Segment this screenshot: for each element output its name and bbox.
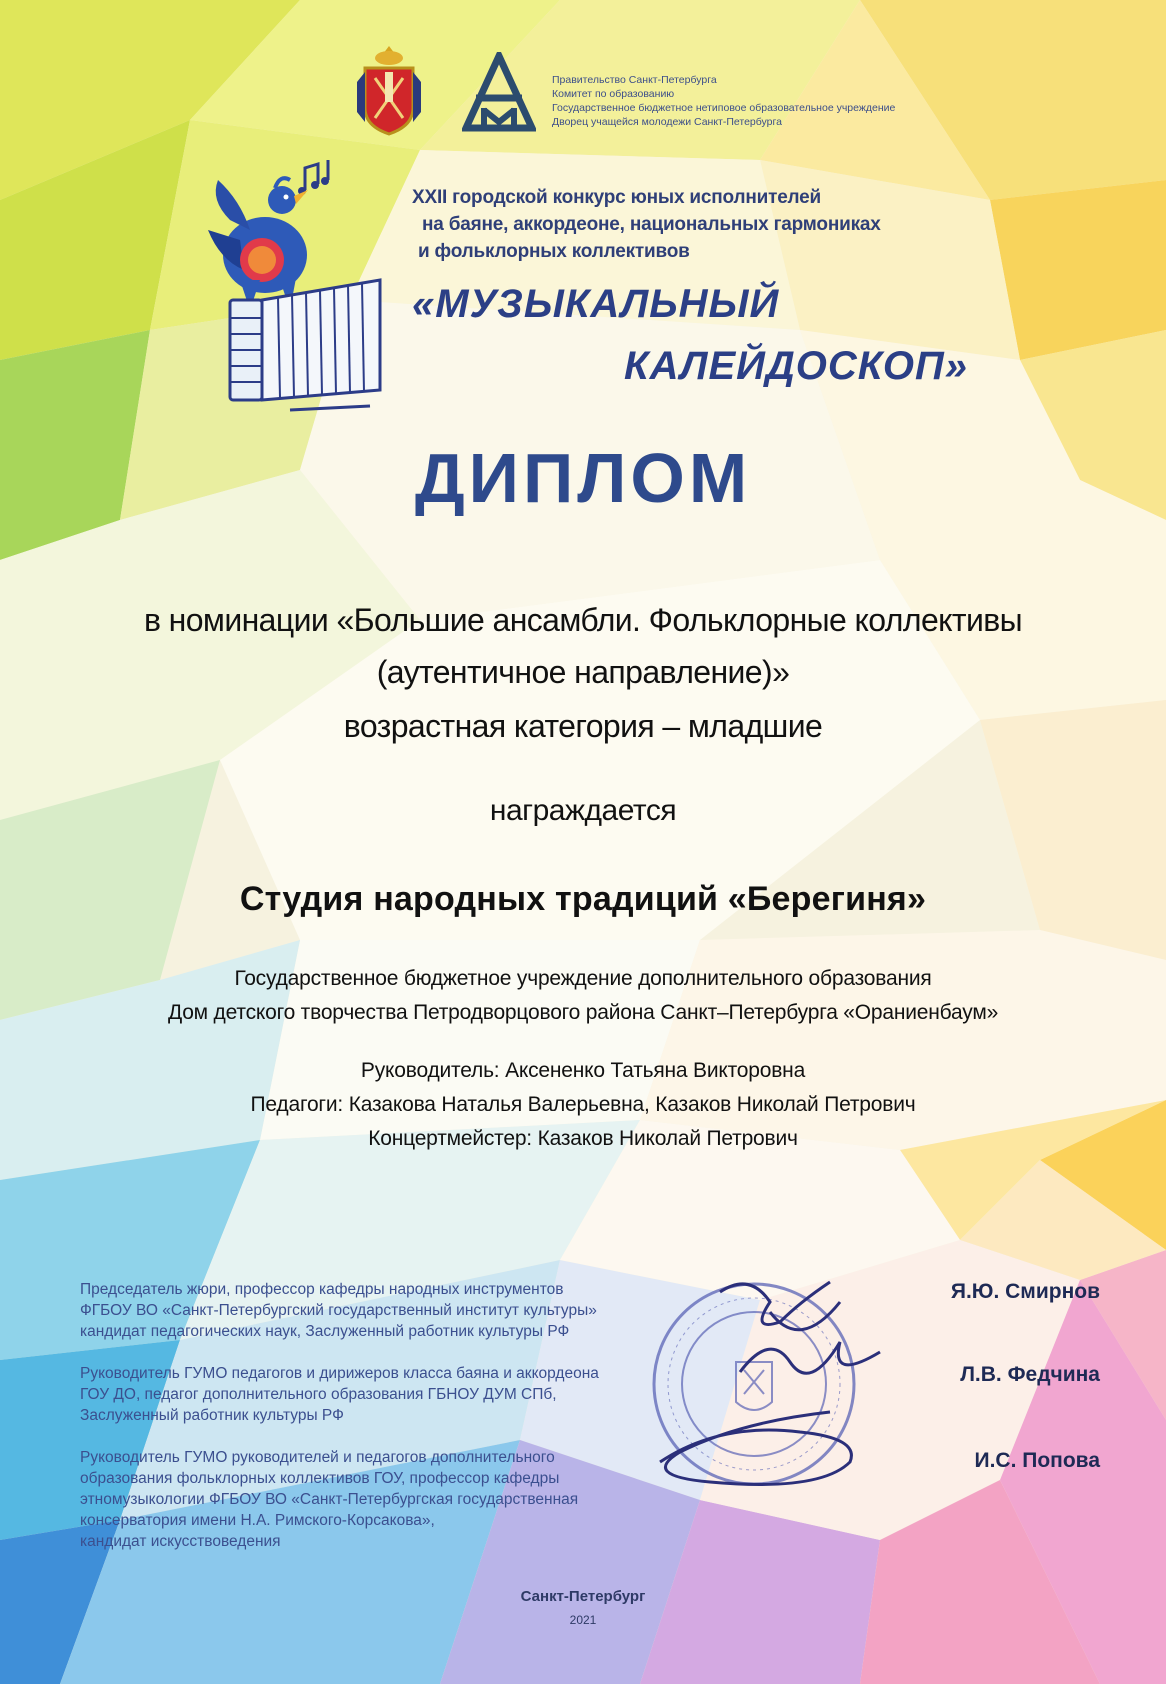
jury-member-name: Я.Ю. Смирнов <box>950 1280 1100 1303</box>
jury-title-line: этномузыкологии ФГБОУ ВО «Санкт-Петербургская государственная <box>80 1491 579 1508</box>
dum-logo-icon <box>462 52 536 132</box>
jury-member-name: И.С. Попова <box>974 1449 1100 1472</box>
organizer-line: Государственное бюджетное нетиповое образовательное учреждение <box>552 102 896 114</box>
jury-member-title <box>80 1447 700 1552</box>
contest-line: XXII городской конкурс юных исполнителей <box>412 187 822 208</box>
bird-accordion-icon <box>200 160 400 425</box>
footer-year: 2021 <box>569 1613 597 1627</box>
staff-line: Концертмейстер: Казаков Николай Петрович <box>368 1127 798 1150</box>
staff-line: Руководитель: Аксененко Татьяна Викторовна <box>360 1059 806 1082</box>
jury-title-line: Руководитель ГУМО педагогов и дирижеров класса баяна и аккордеона <box>80 1365 599 1382</box>
jury-member-title <box>80 1363 700 1426</box>
jury-title-line: ФГБОУ ВО «Санкт-Петербургский государственный институт культуры» <box>80 1302 597 1319</box>
contest-line: на баяне, аккордеоне, национальных гармониках <box>422 214 881 235</box>
jury-title-line: кандидат искусствоведения <box>80 1533 281 1550</box>
nomination-line: в номинации «Большие ансамбли. Фольклорные коллективы <box>143 602 1023 638</box>
jury-title-line: кандидат педагогических наук, Заслуженный работник культуры РФ <box>80 1323 570 1340</box>
organizer-line: Правительство Санкт-Петербурга <box>552 74 717 86</box>
jury-title-line: образования фольклорных коллективов ГОУ, профессор кафедры <box>80 1470 560 1487</box>
contest-line: и фольклорных коллективов <box>418 241 690 262</box>
institution-line: Дом детского творчества Петродворцового района Санкт–Петербурга «Ораниенбаум» <box>167 1001 999 1024</box>
footer-city: Санкт-Петербург <box>520 1588 646 1605</box>
contest-name-line: «МУЗЫКАЛЬНЫЙ <box>412 282 780 326</box>
jury-member-name: Л.В. Федчина <box>960 1363 1100 1386</box>
contest-name-line: КАЛЕЙДОСКОП» <box>624 344 968 388</box>
jury-title-line: ГОУ ДО, педагог дополнительного образования ГБНОУ ДУМ СПб, <box>80 1386 557 1403</box>
institution-line: Государственное бюджетное учреждение дополнительного образования <box>234 967 932 990</box>
organizer-line: Дворец учащейся молодежи Санкт-Петербурга <box>552 116 782 128</box>
jury-title-line: Председатель жюри, профессор кафедры народных инструментов <box>80 1281 564 1298</box>
age-category-line: возрастная категория – младшие <box>343 708 823 744</box>
jury-title-line: Руководитель ГУМО руководителей и педагогов дополнительного <box>80 1449 555 1466</box>
staff-line: Педагоги: Казакова Наталья Валерьевна, Казаков Николай Петрович <box>250 1093 916 1116</box>
jury-member-title <box>80 1279 700 1342</box>
organizer-block <box>552 73 972 129</box>
awarded-label: награждается <box>489 794 677 827</box>
contest-description <box>412 184 1012 265</box>
jury-title-line: Заслуженный работник культуры РФ <box>80 1407 344 1424</box>
nomination-line: (аутентичное направление)» <box>376 654 790 690</box>
organizer-line: Комитет по образованию <box>552 88 675 100</box>
coat-of-arms-icon <box>355 42 423 140</box>
diploma-title: ДИПЛОМ <box>414 439 752 517</box>
recipient-name: Студия народных традиций «Берегиня» <box>239 880 927 918</box>
jury-title-line: консерватория имени Н.А. Римского-Корсакова», <box>80 1512 435 1529</box>
